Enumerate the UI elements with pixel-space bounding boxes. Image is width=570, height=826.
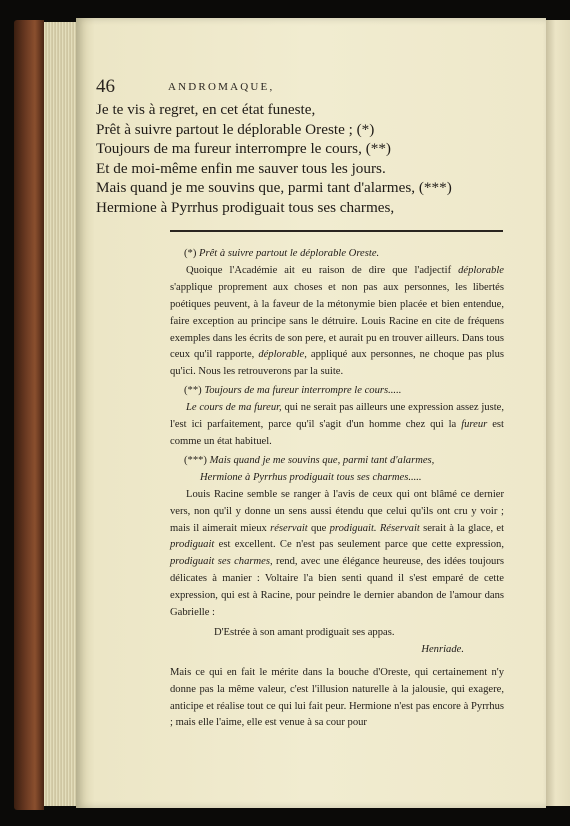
verse-line: Et de moi-même enfin me sauver tous les jours. <box>96 159 386 177</box>
quote-source: Henriade. <box>421 643 464 655</box>
note-marker: (***) <box>184 454 207 466</box>
note-1-heading <box>170 246 504 263</box>
note-3-body: Louis Racine semble se ranger à l'avis de ceux qui ont blâmé ce dernier vers, non qu'il y donne un sens aussi étendu que celui qu'ils ont cru y voir ; mais il aimerait mieux réservait que prodiguait. Réservait serait à la glace, et prodiguait est excellent. Ce n'est pas seulement parce que cette expression, prodiguait ses charmes, rend, avec une élégance heureuse, des idées toujours délicates à manier : Voltaire l'a bien senti quand il s'est emparé de cette expression, qui est à Racine, pour peindre le dernier abandon de l'amour dans Gabrielle : <box>170 488 505 619</box>
footnotes <box>170 244 504 732</box>
note-2-heading <box>170 383 504 400</box>
page-header <box>96 76 506 98</box>
verse-line: Hermione à Pyrrhus prodiguait tous ses charmes, <box>96 198 395 216</box>
separator-rule <box>170 230 503 232</box>
facing-page-edge <box>546 20 570 806</box>
note-3-body-continued: Mais ce qui en fait le mérite dans la bouche d'Oreste, qui certainement n'y donne pas la même valeur, c'est l'illusion naturelle à la jalousie, qui exagere, anticipe et réalise tout ce qui lui fait peur. Hermione n'est pas encore à Pyrrhus ; mais elle l'aime, elle est venue à sa cour pour <box>170 666 504 729</box>
note-marker: (*) <box>184 248 197 259</box>
note-lemma: Prêt à suivre partout le déplorable Oreste. <box>199 248 380 259</box>
note-3-heading <box>170 453 504 470</box>
verse-line: Je te vis à regret, en cet état funeste, <box>96 101 316 118</box>
page-number: 46 <box>96 76 115 97</box>
verse-block <box>96 100 516 218</box>
note-lemma: Toujours de ma fureur interrompre le cours..... <box>204 385 402 397</box>
note-1-body: Quoique l'Académie ait eu raison de dire que l'adjectif déplorable s'applique proprement aux choses et non pas aux personnes, les libertés poétiques peuvent, à la faveur de la métonymie bien placée et bien entendue, faire exception au principe sans le détruire. Louis Racine en cite de fréquens exemples dans les écrits de son pere, et aurait pu en trouver ailleurs. Dans tous ceux qu'il rapporte, déplorable, appliqué aux personnes, ne choque pas plus qu'ici. Nous les retrouverons par la suite. <box>170 264 504 378</box>
note-3-heading-line-2: Hermione à Pyrrhus prodiguait tous ses charmes..... <box>200 471 422 483</box>
running-title: ANDROMAQUE, <box>168 81 275 93</box>
book-binding <box>14 20 44 810</box>
verse-line: Prêt à suivre partout le déplorable Oreste ; (*) <box>96 120 375 138</box>
note-lemma: Mais quand je me souvins que, parmi tant d'alarmes, <box>209 454 435 466</box>
note-marker: (**) <box>184 385 202 397</box>
page-edges <box>44 22 78 806</box>
note-2-body: Le cours de ma fureur, qui ne serait pas ailleurs une expression assez juste, l'est ici parfaitement, parce qu'il s'agit d'un homme chez qui la fureur est comme un état habituel. <box>170 402 504 447</box>
verse-line: Mais quand je me souvins que, parmi tant d'alarmes, (***) <box>96 179 452 197</box>
verse-line: Toujours de ma fureur interrompre le cours, (**) <box>96 140 391 158</box>
quoted-verse: D'Estrée à son amant prodiguait ses appas. <box>214 626 395 638</box>
